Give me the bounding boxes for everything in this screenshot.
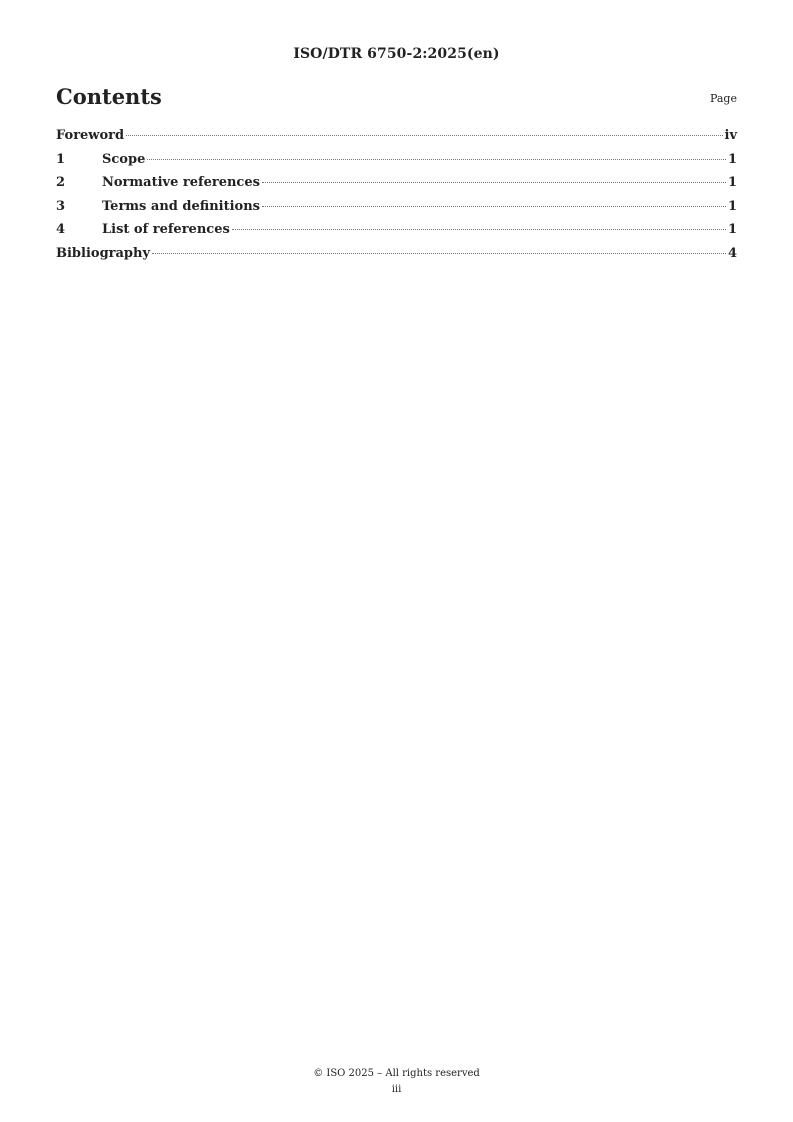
toc-entry-page: 1 (727, 222, 737, 237)
toc-entry-title: List of references (102, 222, 230, 237)
toc-entry-page: 1 (727, 151, 737, 167)
toc-entry-number: 1 (56, 151, 66, 167)
toc-entry-bibliography[interactable] (56, 246, 737, 270)
toc-entry-title: Terms and definitions (102, 198, 260, 214)
document-id-header: ISO/DTR 6750-2:2025(en) (293, 46, 500, 62)
toc-entry-number: 4 (56, 222, 66, 237)
toc-dot-leader (152, 253, 726, 254)
toc-entry-title: Foreword (56, 128, 125, 143)
contents-heading-row (56, 84, 737, 114)
toc-entry-foreword[interactable] (56, 128, 737, 152)
toc-entry-page: 4 (727, 245, 737, 261)
copyright-notice: © ISO 2025 – All rights reserved (313, 1068, 480, 1079)
toc-dot-leader (262, 206, 726, 207)
toc-dot-leader (232, 229, 726, 230)
toc-entry-title: Bibliography (56, 245, 151, 261)
toc-dot-leader (126, 135, 722, 136)
toc-dot-leader (262, 182, 726, 183)
toc-dot-leader (147, 159, 726, 160)
toc-entry-number: 3 (56, 198, 66, 214)
toc-entry-scope[interactable] (56, 152, 737, 176)
toc-entry-title: Scope (102, 151, 146, 167)
toc-entry-page: 1 (727, 198, 737, 214)
toc-entry-title: Normative references (102, 175, 260, 190)
toc-entry-list-of-references[interactable] (56, 222, 737, 246)
toc-entry-normative-references[interactable] (56, 175, 737, 199)
contents-title: Contents (56, 84, 162, 109)
page-number: iii (391, 1084, 402, 1095)
toc-entry-number: 2 (56, 175, 66, 190)
page-footer (0, 1066, 793, 1098)
toc-entry-terms-and-definitions[interactable] (56, 199, 737, 223)
toc-entry-page: iv (724, 128, 737, 143)
toc-entry-page: 1 (727, 175, 737, 190)
page-column-label: Page (709, 92, 737, 105)
table-of-contents (56, 128, 737, 269)
